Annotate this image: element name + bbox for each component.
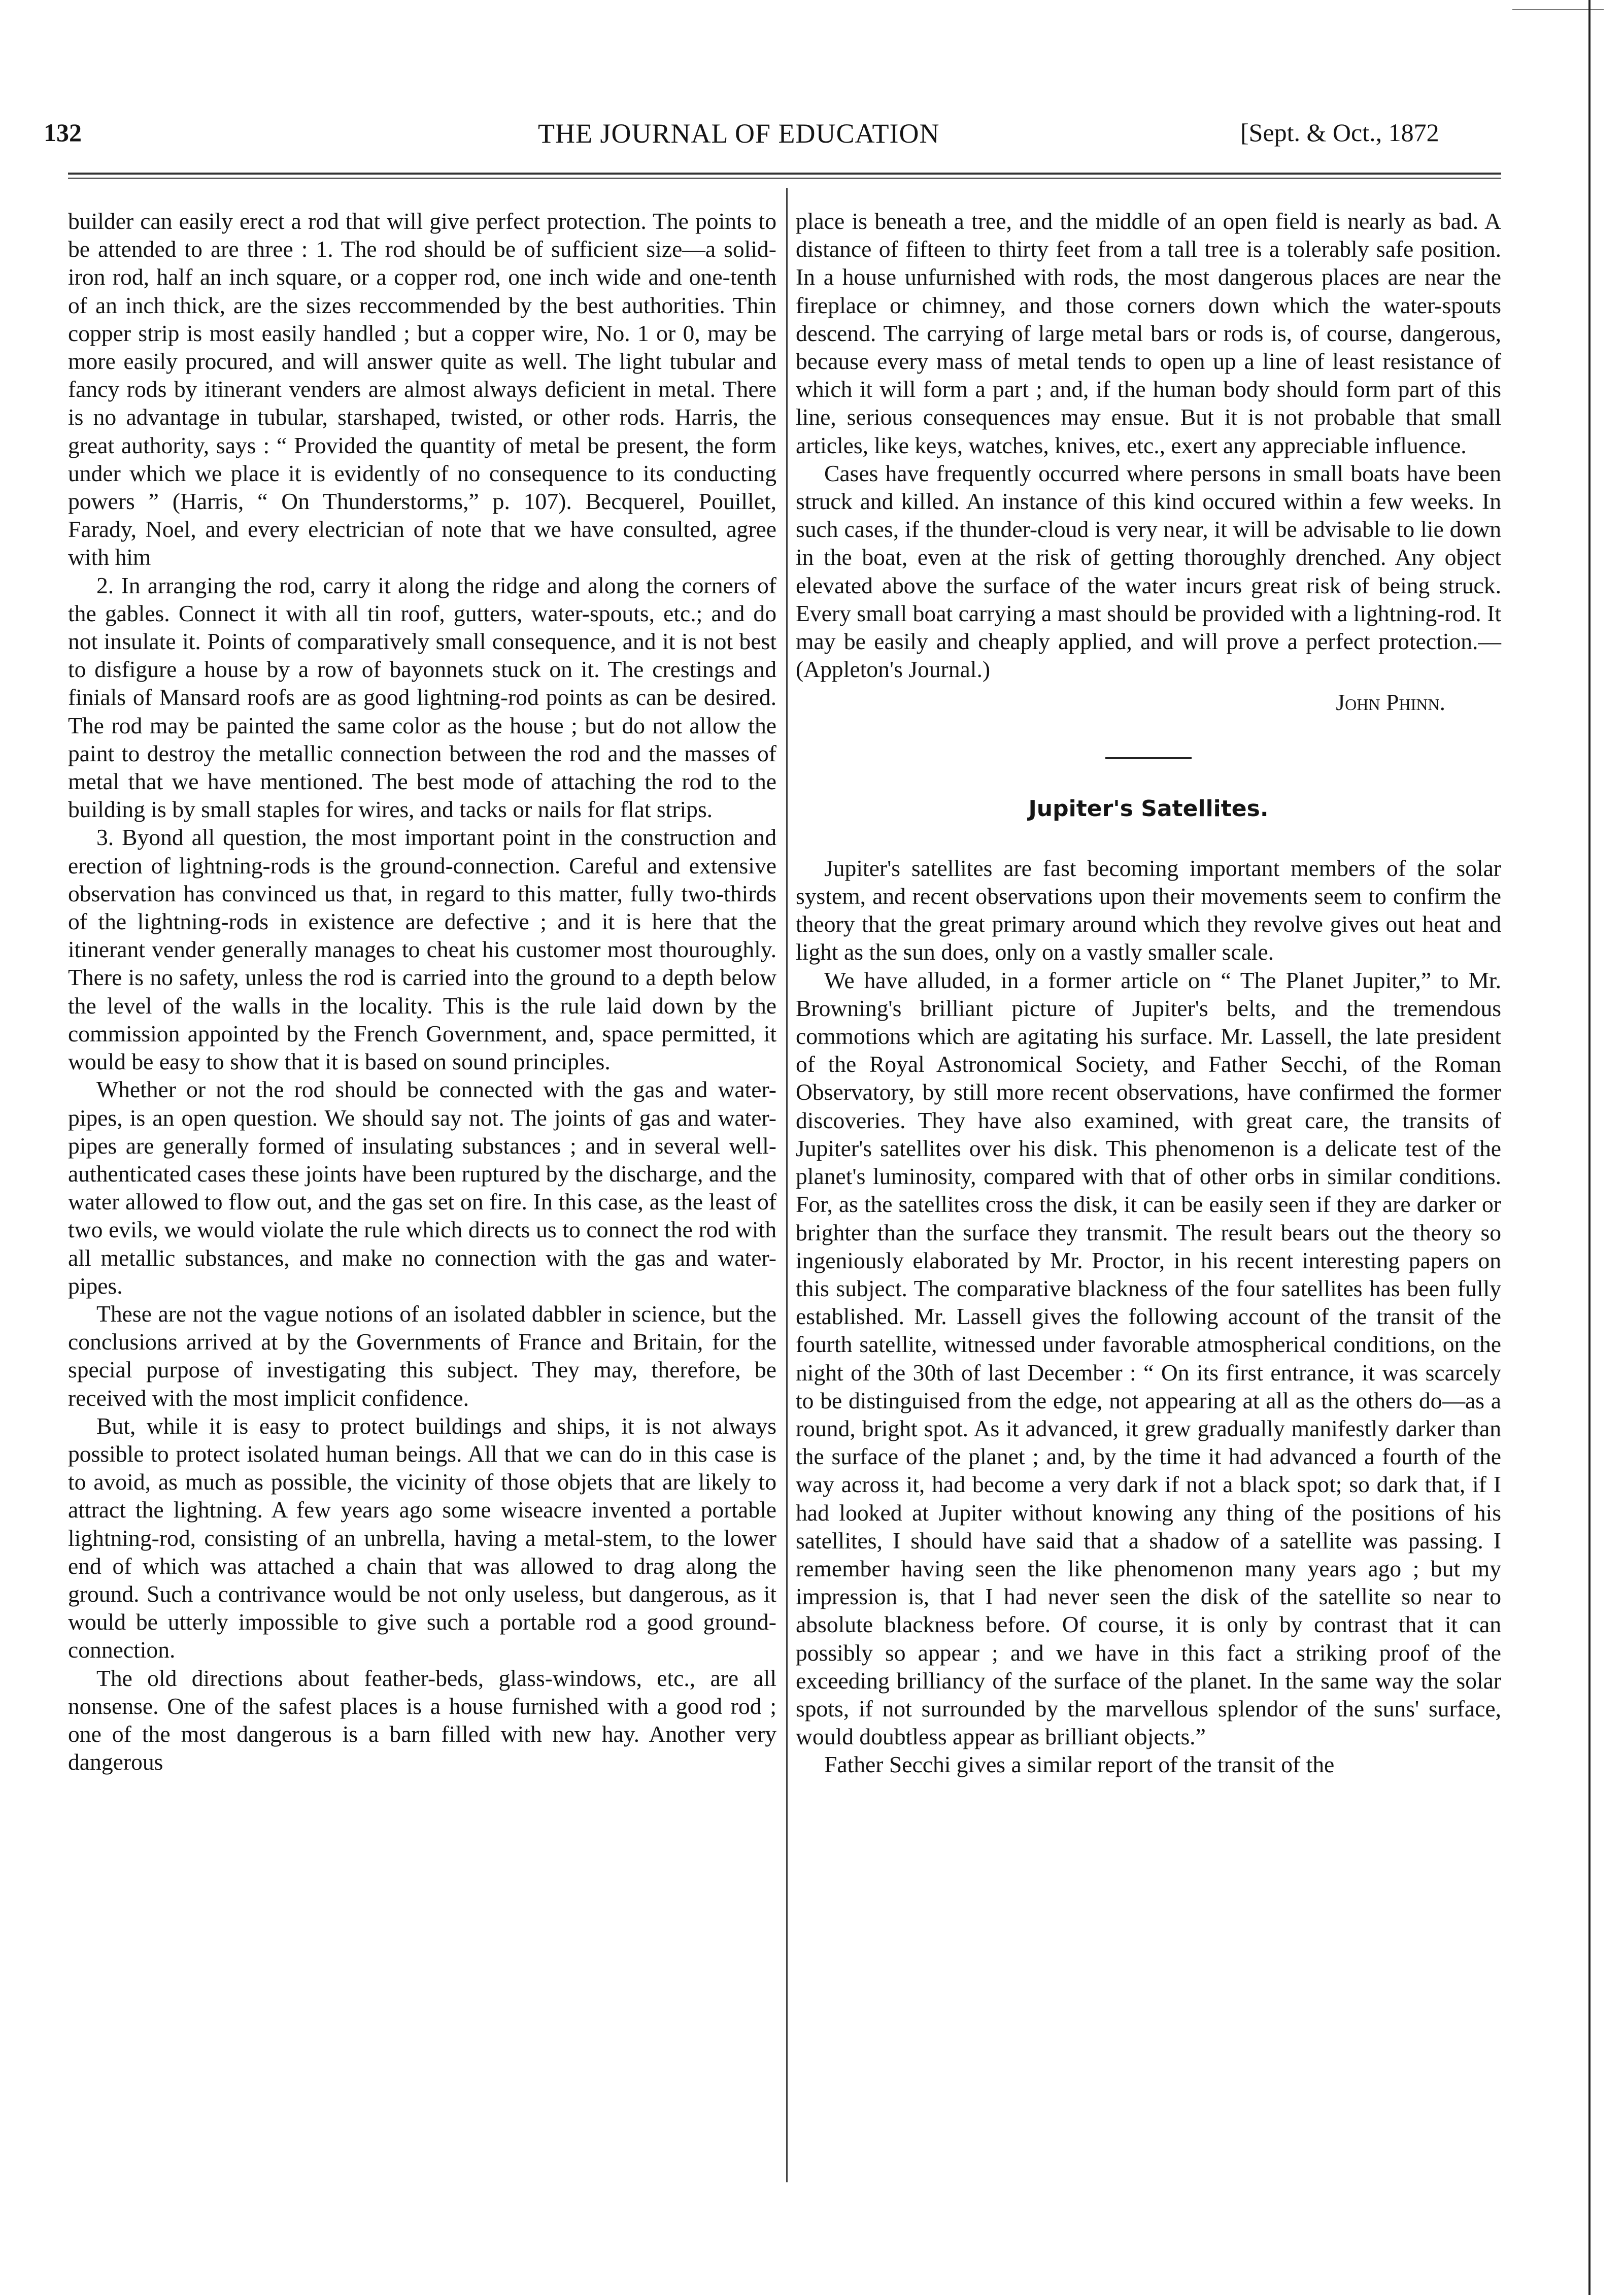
paragraph: 3. Byond all question, the most important point in the construction and erection of lightning-rods is the ground-connection. Careful and extensive observation has convinced us that, in regard to this matter, fully two-thirds of the lightning-rods in existence are defective ; and it is here that the itinerant vender generally manages to cheat his customer most thouroughly. There is no safety, unless the rod is carried into the ground to a depth below the level of the walls in the locality. This is the rule laid down by the commission appointed by the French Government, and, space permitted, it would be easy to show that it is based on sound principles.	[68, 824, 776, 1075]
header-rule-top	[68, 173, 1501, 175]
paragraph: Cases have frequently occurred where persons in small boats have been struck and killed. An instance of this kind occured within a few weeks. In such cases, if the thunder-cloud is very near, it will be advisable to lie down in the boat, even at the risk of getting thoroughly drenched. Any object elevated above the surface of the water incurs great risk of being struck. Every small boat carrying a mast should be provided with a lightning-rod. It may be easily and cheaply applied, and will prove a perfect protection.—(Appleton's Journal.)	[796, 460, 1501, 683]
paragraph: But, while it is easy to protect buildings and ships, it is not always possible to protect isolated human beings. All that we can do in this case is to avoid, as much as possible, the vicinity of those objets that are likely to attract the lightning. A few years ago some wiseacre invented a portable lightning-rod, consisting of an unbrella, having a metal-stem, to the lower end of which was attached a chain that was allowed to drag along the ground. Such a contrivance would be not only useless, but dangerous, as it would be utterly impossible to give such a portable rod a good ground-connection.	[68, 1412, 776, 1663]
paragraph: place is beneath a tree, and the middle of an open field is nearly as bad. A distance of fifteen to thirty feet from a tall tree is a tolerably safe position. In a house unfurnished with rods, the most dangerous places are near the fireplace or chimney, and those corners down which the water-spouts descend. The carrying of large metal bars or rods is, of course, dangerous, because every mass of metal tends to open up a line of least resistance of which it will form a part ; and, if the human body should form part of this line, serious consequences may ensue. But it is not probable that small articles, like keys, watches, knives, etc., exert any appreciable influence.	[796, 208, 1501, 458]
paragraph: Father Secchi gives a similar report of the transit of the	[824, 1751, 1335, 1778]
paragraph: We have alluded, in a former article on “ The Planet Jupiter,” to Mr. Browning's brilliant picture of Jupiter's belts, and the tremendous commotions which are agitating his surface. Mr. Lassell, the late president of the Royal Astronomical Society, and Father Secchi, of the Roman Observatory, by still more recent observations, have confirmed the former discoveries. They have also examined, with great care, the transits of Jupiter's satellites over his disk. This phenomenon is a delicate test of the planet's luminosity, compared with that of other orbs in similar conditions. For, as the satellites cross the disk, it can be easily seen if they are darker or brighter than the surface they transmit. The result bears out the theory so ingeniously elaborated by Mr. Proctor, in his recent interesting papers on this subject. The comparative blackness of the four satellites has been fully established. Mr. Lassell gives the following account of the transit of the fourth satellite, witnessed under favorable atmospherical conditions, on the night of the 30th of last December : “ On its first entrance, it was scarcely to be distinguised from the edge, not appearing at all as the others do—as a round, bright spot. As it advanced, it grew gradually manifestly darker than the surface of the planet ; and, by the time it had advanced a fourth of the way across it, had become a very dark if not a black spot; so dark that, if I had looked at Jupiter without knowing any thing of the positions of his satellites, I should have said that a shadow of a satellite was passing. I remember having seen the like phenomenon many years ago ; but my impression is, that I had never seen the disk of the satellite so near to absolute blackness before. Of course, it is only by contrast that it can possibly so appear ; and we have in this fact a striking proof of the exceeding brilliancy of the surface of the planet. In the same way the solar spots, if not surrounded by the marvellous splendor of the suns' surface, would doubtless appear as brilliant objects.”	[796, 967, 1501, 1750]
column-divider	[786, 188, 788, 2182]
header-rule-bottom	[68, 178, 1501, 179]
right-column	[796, 207, 1501, 1779]
page-header	[0, 118, 1624, 163]
paragraph: builder can easily erect a rod that will give perfect protection. The points to be attended to are three : 1. The rod should be of sufficient size—a solid-iron rod, half an inch square, or a copper rod, one inch wide and one-tenth of an inch thick, are the sizes reccommended by the best authorities. Thin copper strip is most easily handled ; but a copper wire, No. 1 or 0, may be more easily procured, and will answer quite as well. The light tubular and fancy rods by itinerant venders are almost always deficient in metal. There is no advantage in tubular, starshaped, twisted, or other rods. Harris, the great authority, says : “ Provided the quantity of metal be present, the form under which we place it is evidently of no consequence to its conducting powers ” (Harris, “ On Thunderstorms,” p. 107). Becquerel, Pouillet, Farady, Noel, and every electrician of note that we have consulted, agree with him	[68, 208, 776, 570]
paragraph: Whether or not the rod should be connected with the gas and water-pipes, is an open question. We should say not. The joints of gas and water-pipes are generally formed of insulating substances ; and in several well-authenticated cases these joints have been ruptured by the discharge, and the water allowed to flow out, and the gas set on fire. In this case, as the least of two evils, we would violate the rule which directs us to connect the rod with all metallic substances, and make no connection with the gas and water-pipes.	[68, 1076, 776, 1299]
issue-dateline: [Sept. & Oct., 1872	[1240, 118, 1439, 147]
paragraph: 2. In arranging the rod, carry it along the ridge and along the corners of the gables. Connect it with all tin roof, gutters, water-spouts, etc.; and do not insulate it. Points of comparatively small consequence, and it is not best to disfigure a house by a row of bayonnets stuck on it. The crestings and finials of Mansard roofs are as good lightning-rod points as can be desired. The rod may be painted the same color as the house ; but do not allow the paint to destroy the metallic connection between the rod and the masses of metal that we have mentioned. The best mode of attaching the rod to the building is by small staples for wires, and tacks or nails for flat strips.	[68, 572, 776, 823]
paragraph: These are not the vague notions of an isolated dabbler in science, but the conclusions arrived at by the Governments of France and Britain, for the special purpose of investigating this subject. They may, therefore, be received with the most implicit confidence.	[68, 1300, 776, 1411]
section-separator	[1105, 757, 1192, 759]
paragraph: The old directions about feather-beds, glass-windows, etc., are all nonsense. One of the safest places is a house furnished with a good rod ; one of the most dangerous is a barn filled with new hay. Another very dangerous	[68, 1665, 776, 1775]
section-title: Jupiter's Satellites.	[1028, 795, 1269, 822]
left-column	[68, 207, 776, 1776]
page-edge-rule	[1588, 0, 1591, 2295]
paragraph: Jupiter's satellites are fast becoming important members of the solar system, and recent observations upon their movements seem to confirm the theory that the great primary around which they revolve gives out heat and light as the sun does, only on a vastly smaller scale.	[796, 855, 1501, 965]
author-signature: John Phinn.	[1336, 689, 1445, 716]
journal-title: THE JOURNAL OF EDUCATION	[538, 118, 940, 149]
page-number: 132	[44, 118, 82, 147]
